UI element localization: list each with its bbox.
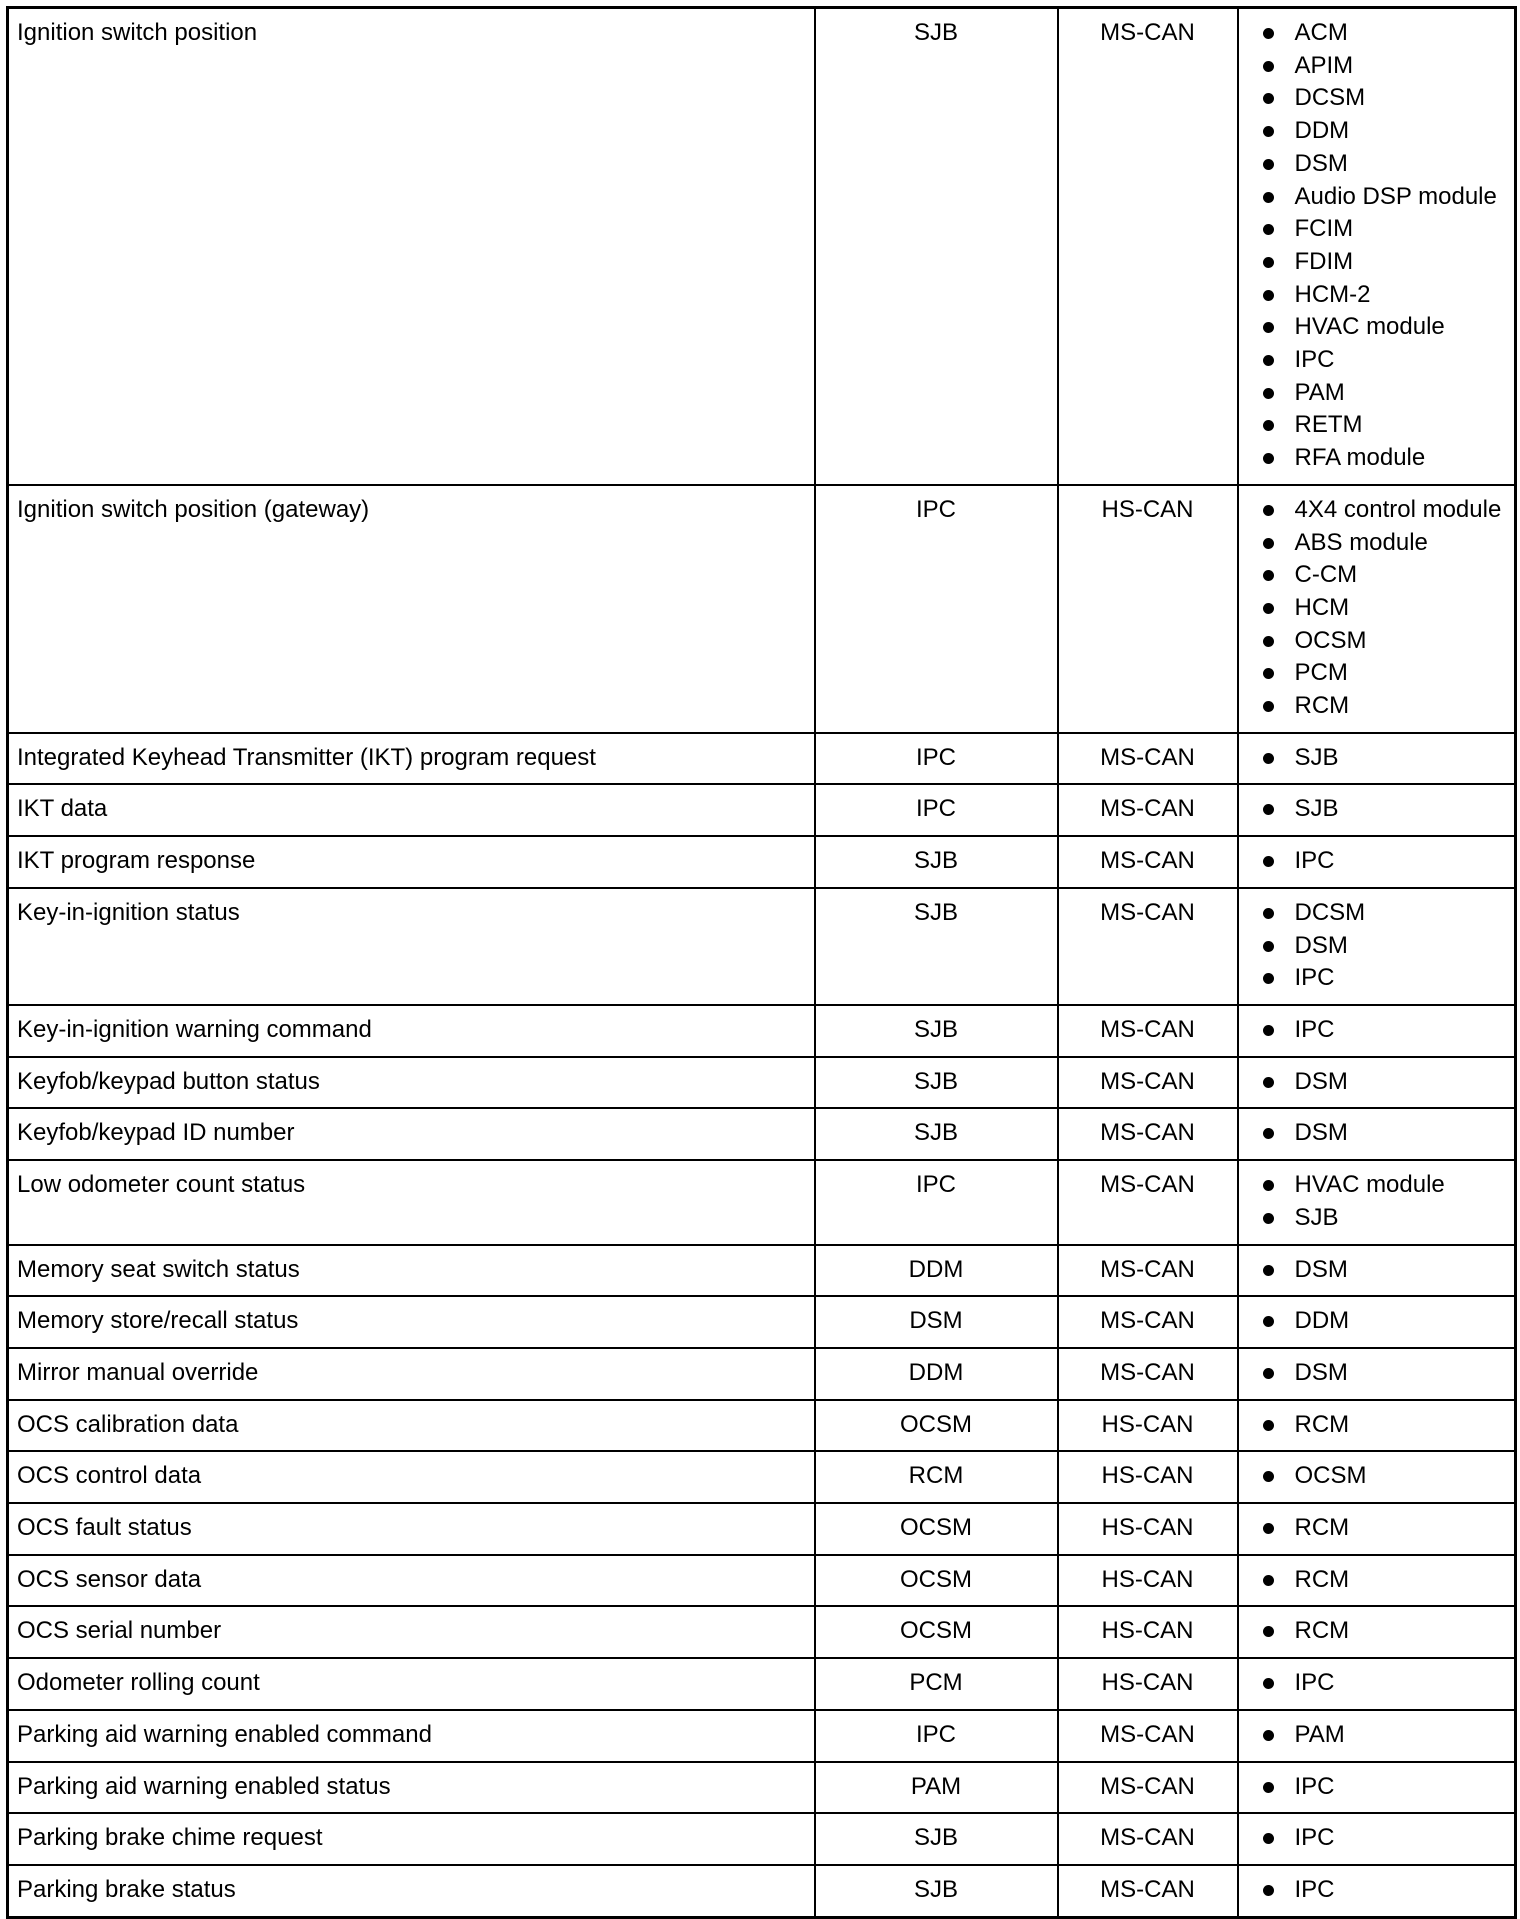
message-cell: Key-in-ignition status: [8, 888, 815, 1005]
network-cell: HS-CAN: [1058, 1400, 1238, 1452]
receiver-list-item: [1247, 1874, 1507, 1907]
receivers-cell: [1238, 1658, 1516, 1710]
bullet-icon: [1263, 1782, 1274, 1793]
table-row: [8, 1348, 1516, 1400]
table-row: [8, 1710, 1516, 1762]
receivers-cell: [1238, 1296, 1516, 1348]
receiver-label: OCSM: [1294, 1462, 1367, 1490]
receiver-list-item: [1247, 1409, 1507, 1442]
receiver-label: RCM: [1294, 692, 1350, 720]
receiver-list-item: [1247, 1512, 1507, 1545]
receiver-list-item: [1247, 1667, 1507, 1700]
receiver-list-item: [1247, 181, 1507, 214]
receiver-list-item: [1247, 1771, 1507, 1804]
network-cell: HS-CAN: [1058, 1555, 1238, 1607]
bullet-icon: [1263, 28, 1274, 39]
network-cell: HS-CAN: [1058, 485, 1238, 733]
originator-cell: PAM: [815, 1762, 1058, 1814]
receiver-list-item: [1247, 246, 1507, 279]
receiver-list-item: [1247, 897, 1507, 930]
receivers-cell: [1238, 1555, 1516, 1607]
table-row: [8, 836, 1516, 888]
table-row: [8, 733, 1516, 785]
receiver-list: [1247, 1615, 1507, 1648]
bullet-icon: [1263, 1575, 1274, 1586]
receiver-list-item: [1247, 279, 1507, 312]
receivers-cell: [1238, 1606, 1516, 1658]
bullet-icon: [1263, 668, 1274, 679]
receivers-cell: [1238, 485, 1516, 733]
bullet-icon: [1263, 453, 1274, 464]
bullet-icon: [1263, 753, 1274, 764]
bullet-icon: [1263, 1265, 1274, 1276]
receiver-label: IPC: [1294, 847, 1335, 875]
table-row: [8, 1658, 1516, 1710]
receivers-cell: [1238, 1503, 1516, 1555]
receiver-list: [1247, 1667, 1507, 1700]
receiver-label: DSM: [1294, 1255, 1348, 1283]
message-cell: Keyfob/keypad ID number: [8, 1108, 815, 1160]
receiver-list: [1247, 845, 1507, 878]
receiver-label: IPC: [1294, 1875, 1335, 1903]
bullet-icon: [1263, 701, 1274, 712]
network-cell: HS-CAN: [1058, 1503, 1238, 1555]
receivers-cell: [1238, 1710, 1516, 1762]
table-row: [8, 1160, 1516, 1244]
bullet-icon: [1263, 355, 1274, 366]
receiver-list-item: [1247, 1169, 1507, 1202]
network-cell: MS-CAN: [1058, 1160, 1238, 1244]
originator-cell: SJB: [815, 8, 1058, 485]
bullet-icon: [1263, 257, 1274, 268]
receiver-list-item: [1247, 1615, 1507, 1648]
receiver-list: [1247, 897, 1507, 995]
table-row: [8, 784, 1516, 836]
bullet-icon: [1263, 322, 1274, 333]
receivers-cell: [1238, 836, 1516, 888]
network-cell: MS-CAN: [1058, 1108, 1238, 1160]
receivers-cell: [1238, 1813, 1516, 1865]
network-cell: MS-CAN: [1058, 1296, 1238, 1348]
receivers-cell: [1238, 1400, 1516, 1452]
receivers-cell: [1238, 1865, 1516, 1917]
receiver-list-item: [1247, 793, 1507, 826]
receiver-label: ABS module: [1294, 528, 1428, 556]
message-cell: Memory seat switch status: [8, 1245, 815, 1297]
bullet-icon: [1263, 570, 1274, 581]
originator-cell: SJB: [815, 1108, 1058, 1160]
network-cell: MS-CAN: [1058, 836, 1238, 888]
message-cell: IKT program response: [8, 836, 815, 888]
message-cell: Key-in-ignition warning command: [8, 1005, 815, 1057]
message-cell: Odometer rolling count: [8, 1658, 815, 1710]
receivers-cell: [1238, 8, 1516, 485]
receiver-list-item: [1247, 377, 1507, 410]
receiver-label: APIM: [1294, 51, 1354, 79]
receiver-list: [1247, 1066, 1507, 1099]
message-cell: IKT data: [8, 784, 815, 836]
receiver-list-item: [1247, 115, 1507, 148]
receivers-cell: [1238, 1451, 1516, 1503]
message-cell: Parking aid warning enabled command: [8, 1710, 815, 1762]
receiver-label: Audio DSP module: [1294, 182, 1497, 210]
table-row: [8, 1005, 1516, 1057]
table-row: [8, 1245, 1516, 1297]
network-cell: MS-CAN: [1058, 733, 1238, 785]
receiver-list: [1247, 1460, 1507, 1493]
bullet-icon: [1263, 93, 1274, 104]
receiver-list: [1247, 1254, 1507, 1287]
receiver-list-item: [1247, 148, 1507, 181]
originator-cell: SJB: [815, 1057, 1058, 1109]
receiver-list-item: [1247, 442, 1507, 475]
receiver-label: DSM: [1294, 931, 1348, 959]
receiver-list-item: [1247, 1254, 1507, 1287]
receiver-label: PAM: [1294, 378, 1345, 406]
receiver-label: RCM: [1294, 1410, 1350, 1438]
receiver-label: RFA module: [1294, 444, 1426, 472]
receiver-label: IPC: [1294, 1824, 1335, 1852]
receiver-label: OCSM: [1294, 626, 1367, 654]
originator-cell: IPC: [815, 1160, 1058, 1244]
receiver-label: HCM: [1294, 593, 1350, 621]
receiver-list-item: [1247, 527, 1507, 560]
receiver-list-item: [1247, 1719, 1507, 1752]
originator-cell: DSM: [815, 1296, 1058, 1348]
table-row: [8, 1606, 1516, 1658]
table-row: [8, 1057, 1516, 1109]
bullet-icon: [1263, 61, 1274, 72]
bullet-icon: [1263, 1678, 1274, 1689]
receiver-label: DSM: [1294, 1067, 1348, 1095]
bullet-icon: [1263, 388, 1274, 399]
bullet-icon: [1263, 1180, 1274, 1191]
message-cell: Integrated Keyhead Transmitter (IKT) program request: [8, 733, 815, 785]
receiver-list-item: [1247, 1357, 1507, 1390]
network-cell: MS-CAN: [1058, 784, 1238, 836]
receivers-cell: [1238, 1057, 1516, 1109]
receiver-label: HVAC module: [1294, 313, 1445, 341]
table-row: [8, 1555, 1516, 1607]
bullet-icon: [1263, 159, 1274, 170]
receiver-list-item: [1247, 690, 1507, 723]
receiver-label: DCSM: [1294, 898, 1366, 926]
receiver-list-item: [1247, 1305, 1507, 1338]
receiver-list-item: [1247, 625, 1507, 658]
table-row: [8, 1865, 1516, 1917]
message-cell: Parking aid warning enabled status: [8, 1762, 815, 1814]
receiver-list: [1247, 1822, 1507, 1855]
bullet-icon: [1263, 1128, 1274, 1139]
originator-cell: OCSM: [815, 1555, 1058, 1607]
bullet-icon: [1263, 636, 1274, 647]
network-cell: HS-CAN: [1058, 1658, 1238, 1710]
receiver-list: [1247, 1169, 1507, 1234]
receiver-label: IPC: [1294, 1669, 1335, 1697]
receiver-list: [1247, 742, 1507, 775]
receiver-label: ACM: [1294, 19, 1348, 46]
receivers-cell: [1238, 1762, 1516, 1814]
bullet-icon: [1263, 505, 1274, 516]
bullet-icon: [1263, 1420, 1274, 1431]
receivers-cell: [1238, 784, 1516, 836]
receiver-list-item: [1247, 17, 1507, 50]
originator-cell: PCM: [815, 1658, 1058, 1710]
receivers-cell: [1238, 1005, 1516, 1057]
bullet-icon: [1263, 290, 1274, 301]
receiver-list: [1247, 1564, 1507, 1597]
originator-cell: DDM: [815, 1348, 1058, 1400]
receiver-list-item: [1247, 494, 1507, 527]
originator-cell: IPC: [815, 485, 1058, 733]
message-cell: Ignition switch position: [8, 8, 815, 485]
network-cell: MS-CAN: [1058, 888, 1238, 1005]
originator-cell: SJB: [815, 1813, 1058, 1865]
receiver-list: [1247, 1409, 1507, 1442]
originator-cell: DDM: [815, 1245, 1058, 1297]
message-cell: Mirror manual override: [8, 1348, 815, 1400]
originator-cell: OCSM: [815, 1400, 1058, 1452]
receiver-label: PCM: [1294, 659, 1348, 687]
receiver-label: DSM: [1294, 1119, 1348, 1147]
message-cell: Keyfob/keypad button status: [8, 1057, 815, 1109]
message-cell: Low odometer count status: [8, 1160, 815, 1244]
network-cell: MS-CAN: [1058, 1762, 1238, 1814]
receiver-label: C-CM: [1294, 561, 1358, 589]
originator-cell: SJB: [815, 1865, 1058, 1917]
receiver-list: [1247, 1117, 1507, 1150]
receiver-list-item: [1247, 311, 1507, 344]
receiver-list: [1247, 1771, 1507, 1804]
receivers-cell: [1238, 1348, 1516, 1400]
bullet-icon: [1263, 1471, 1274, 1482]
receivers-cell: [1238, 733, 1516, 785]
message-cell: OCS fault status: [8, 1503, 815, 1555]
receiver-label: SJB: [1294, 743, 1339, 771]
receiver-list-item: [1247, 50, 1507, 83]
bullet-icon: [1263, 1316, 1274, 1327]
originator-cell: OCSM: [815, 1503, 1058, 1555]
bullet-icon: [1263, 192, 1274, 203]
receiver-label: FDIM: [1294, 247, 1354, 275]
receiver-list-item: [1247, 1014, 1507, 1047]
network-cell: MS-CAN: [1058, 1245, 1238, 1297]
receiver-label: RCM: [1294, 1565, 1350, 1593]
receiver-label: DCSM: [1294, 84, 1366, 112]
bullet-icon: [1263, 856, 1274, 867]
receiver-label: IPC: [1294, 1772, 1335, 1800]
receiver-list-item: [1247, 657, 1507, 690]
receiver-list: [1247, 1719, 1507, 1752]
originator-cell: RCM: [815, 1451, 1058, 1503]
receiver-list-item: [1247, 1822, 1507, 1855]
bullet-icon: [1263, 1077, 1274, 1088]
receiver-list-item: [1247, 962, 1507, 995]
table-row: [8, 1813, 1516, 1865]
network-cell: MS-CAN: [1058, 1813, 1238, 1865]
table-row: [8, 1296, 1516, 1348]
receiver-list: [1247, 1014, 1507, 1047]
receiver-label: DDM: [1294, 117, 1350, 145]
originator-cell: SJB: [815, 1005, 1058, 1057]
receiver-list-item: [1247, 742, 1507, 775]
table-row: [8, 485, 1516, 733]
table-row: [8, 8, 1516, 485]
receiver-label: IPC: [1294, 346, 1335, 374]
receiver-list: [1247, 17, 1507, 475]
network-cell: MS-CAN: [1058, 1865, 1238, 1917]
receiver-list-item: [1247, 344, 1507, 377]
message-cell: OCS calibration data: [8, 1400, 815, 1452]
originator-cell: IPC: [815, 733, 1058, 785]
receiver-list-item: [1247, 1202, 1507, 1235]
bullet-icon: [1263, 804, 1274, 815]
bullet-icon: [1263, 420, 1274, 431]
table-row: [8, 888, 1516, 1005]
receiver-list: [1247, 1357, 1507, 1390]
bullet-icon: [1263, 1213, 1274, 1224]
receiver-label: IPC: [1294, 1015, 1335, 1043]
bullet-icon: [1263, 973, 1274, 984]
receivers-cell: [1238, 1245, 1516, 1297]
receiver-list-item: [1247, 213, 1507, 246]
table-row: [8, 1400, 1516, 1452]
bullet-icon: [1263, 126, 1274, 137]
bullet-icon: [1263, 1833, 1274, 1844]
receiver-label: DDM: [1294, 1307, 1350, 1335]
receiver-label: RCM: [1294, 1617, 1350, 1645]
originator-cell: SJB: [815, 836, 1058, 888]
receiver-list-item: [1247, 1117, 1507, 1150]
receiver-list: [1247, 793, 1507, 826]
receiver-label: 4X4 control module: [1294, 495, 1502, 523]
receiver-label: PAM: [1294, 1720, 1345, 1748]
receiver-list: [1247, 1305, 1507, 1338]
bullet-icon: [1263, 538, 1274, 549]
receiver-list-item: [1247, 1564, 1507, 1597]
originator-cell: OCSM: [815, 1606, 1058, 1658]
table-body: [8, 8, 1516, 1918]
network-cell: MS-CAN: [1058, 8, 1238, 485]
network-cell: MS-CAN: [1058, 1710, 1238, 1762]
originator-cell: IPC: [815, 784, 1058, 836]
receiver-list-item: [1247, 409, 1507, 442]
bullet-icon: [1263, 603, 1274, 614]
message-cell: OCS sensor data: [8, 1555, 815, 1607]
receivers-cell: [1238, 1160, 1516, 1244]
receiver-list-item: [1247, 845, 1507, 878]
receiver-list-item: [1247, 930, 1507, 963]
bullet-icon: [1263, 1025, 1274, 1036]
bullet-icon: [1263, 941, 1274, 952]
table-row: [8, 1451, 1516, 1503]
bullet-icon: [1263, 1368, 1274, 1379]
receiver-label: HVAC module: [1294, 1171, 1445, 1199]
bullet-icon: [1263, 1523, 1274, 1534]
message-cell: Parking brake status: [8, 1865, 815, 1917]
receiver-label: IPC: [1294, 964, 1335, 992]
network-cell: MS-CAN: [1058, 1348, 1238, 1400]
table-row: [8, 1762, 1516, 1814]
originator-cell: SJB: [815, 888, 1058, 1005]
receiver-list: [1247, 1874, 1507, 1907]
bullet-icon: [1263, 224, 1274, 235]
bullet-icon: [1263, 1626, 1274, 1637]
bullet-icon: [1263, 1730, 1274, 1741]
receiver-list-item: [1247, 82, 1507, 115]
bullet-icon: [1263, 908, 1274, 919]
receiver-label: RCM: [1294, 1514, 1350, 1542]
network-message-table: [6, 6, 1517, 1919]
receivers-cell: [1238, 1108, 1516, 1160]
table-row: [8, 1108, 1516, 1160]
bullet-icon: [1263, 1885, 1274, 1896]
network-cell: MS-CAN: [1058, 1005, 1238, 1057]
receiver-list-item: [1247, 1460, 1507, 1493]
originator-cell: IPC: [815, 1710, 1058, 1762]
message-cell: Ignition switch position (gateway): [8, 485, 815, 733]
receiver-list: [1247, 1512, 1507, 1545]
receiver-label: SJB: [1294, 1203, 1339, 1231]
receiver-label: DSM: [1294, 1358, 1348, 1386]
table-row: [8, 1503, 1516, 1555]
network-cell: HS-CAN: [1058, 1606, 1238, 1658]
receiver-label: FCIM: [1294, 215, 1354, 243]
receiver-list-item: [1247, 559, 1507, 592]
receivers-cell: [1238, 888, 1516, 1005]
message-cell: OCS serial number: [8, 1606, 815, 1658]
message-cell: Memory store/recall status: [8, 1296, 815, 1348]
message-cell: OCS control data: [8, 1451, 815, 1503]
receiver-label: RETM: [1294, 411, 1363, 439]
receiver-label: SJB: [1294, 795, 1339, 823]
receiver-list-item: [1247, 592, 1507, 625]
receiver-label: HCM-2: [1294, 280, 1371, 308]
receiver-list-item: [1247, 1066, 1507, 1099]
network-cell: HS-CAN: [1058, 1451, 1238, 1503]
message-cell: Parking brake chime request: [8, 1813, 815, 1865]
receiver-list: [1247, 494, 1507, 723]
receiver-label: DSM: [1294, 149, 1348, 177]
network-cell: MS-CAN: [1058, 1057, 1238, 1109]
